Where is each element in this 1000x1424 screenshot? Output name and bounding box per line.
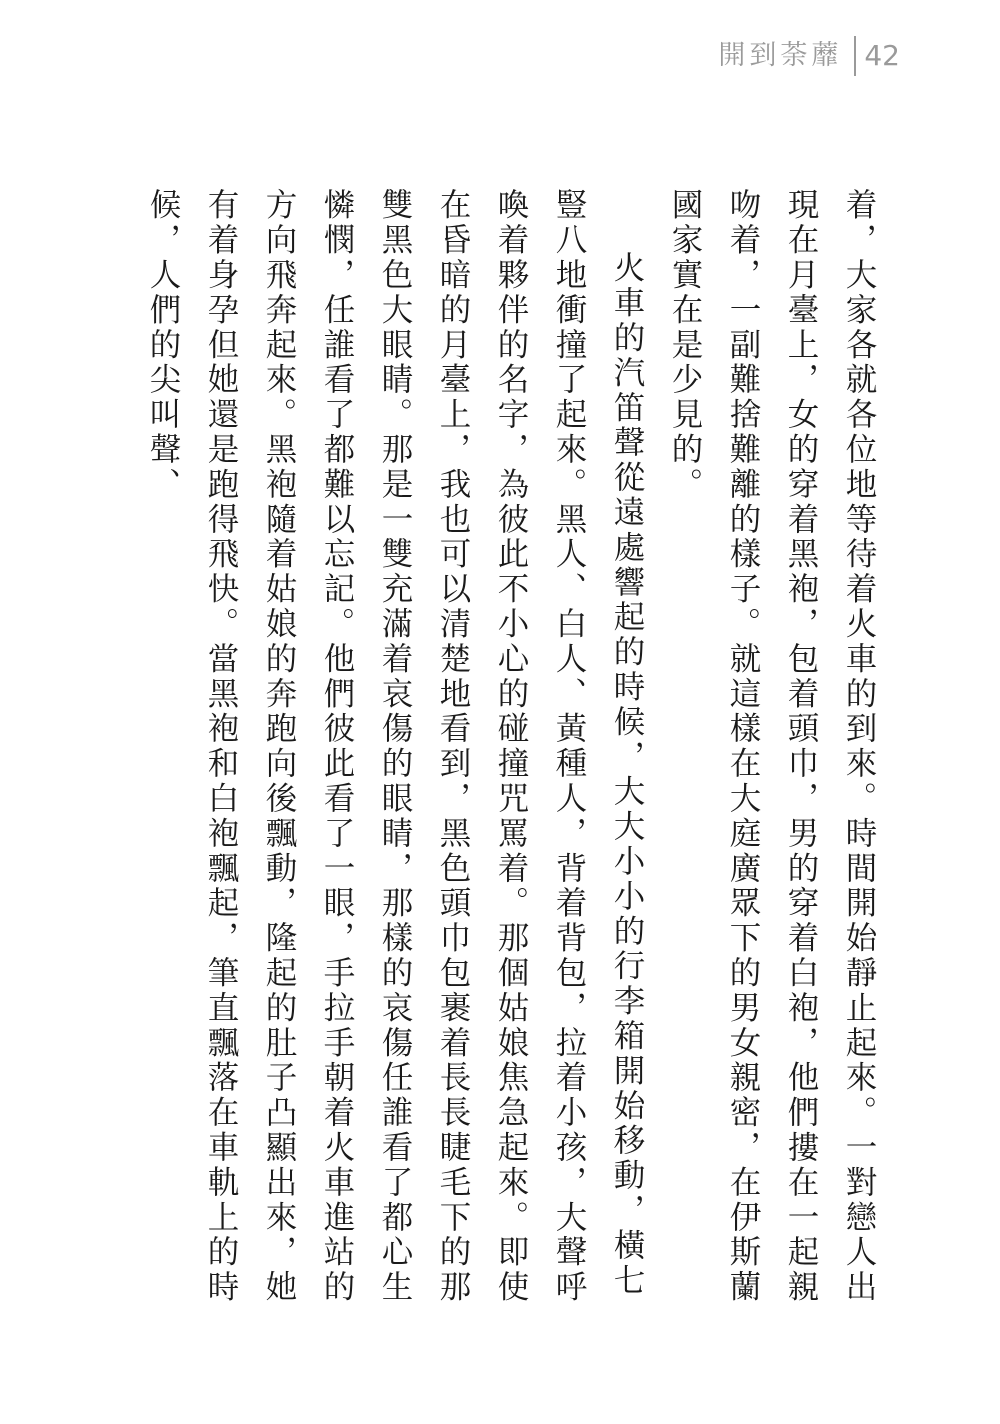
paragraph-2: 火車的汽笛聲從遠處響起的時候，大大小小的行李箱開始移動，橫七豎八地衝撞了起來。黑人、白人、黃種人，背着背包，拉着小孩，大聲呼喚着夥伴的名字，為彼此不小心的碰撞咒罵着。那個姑娘焦急起來。即使在昏暗的月臺上，我也可以清楚地看到，黑色頭巾包裹着長長睫毛下的那雙黑色大眼睛。那是一雙充滿着哀傷的眼睛，那樣的哀傷任誰看了都心生憐憫，任誰看了都難以忘記。他們彼此看了一眼，手拉手朝着火車進站的方向飛奔起來。黑袍隨着姑娘的奔跑向後飄動，隆起的肚子凸顯出來，她有着身孕但她還是跑得飛快。當黑袍和白袍飄起，筆直飄落在車軌上的時候，人們的尖叫聲、 bbox=[145, 188, 645, 1305]
page-header bbox=[718, 34, 900, 78]
book-title: 開到荼蘼 bbox=[718, 40, 843, 71]
page-number: 42 bbox=[864, 39, 900, 72]
paragraph-1: 着，大家各就各位地等待着火車的到來。時間開始靜止起來。一對戀人出現在月臺上，女的穿着黑袍，包着頭巾，男的穿着白袍，他們摟在一起親吻着，一副難捨難離的樣子。就這樣在大庭廣眾下的男女親密，在伊斯蘭國家實在是少見的。 bbox=[667, 188, 877, 1305]
header-divider bbox=[854, 36, 856, 76]
body-text bbox=[134, 188, 888, 1308]
